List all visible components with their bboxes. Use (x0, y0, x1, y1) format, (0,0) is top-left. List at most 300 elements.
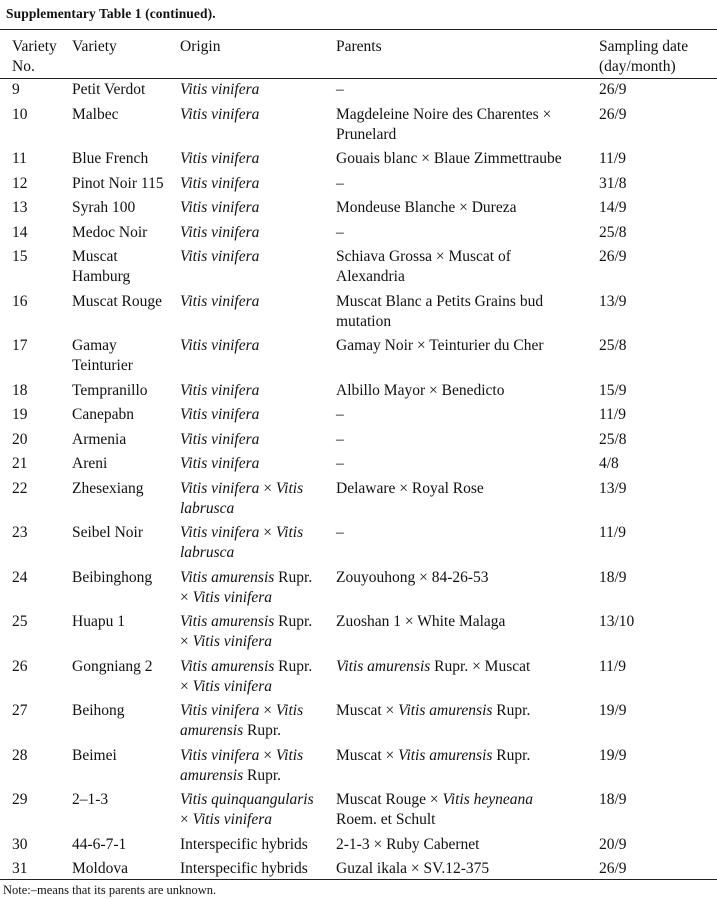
variety-no-cell: 24 (12, 568, 28, 586)
variety-cell (72, 523, 143, 543)
species-name-text: Vitis vinifera (180, 455, 260, 472)
parents-cell (336, 223, 344, 243)
variety-cell (72, 790, 108, 810)
parents-cell-line (336, 479, 484, 499)
plain-text: Schiava Grossa × Muscat of (336, 248, 511, 265)
parents-cell-line (336, 523, 344, 543)
header-rule (0, 78, 717, 79)
species-name-text: Vitis vinifera (180, 199, 260, 216)
header-variety-no-line1: Variety (12, 38, 57, 55)
species-name-text: Vitis vinifera (180, 479, 260, 497)
sampling-date-cell: 25/8 (599, 223, 627, 241)
parents-cell (336, 80, 344, 100)
origin-cell-line (180, 568, 312, 588)
plain-text: Rupr. (274, 657, 313, 675)
table-row (0, 746, 717, 791)
origin-cell (180, 223, 259, 243)
variety-cell (72, 835, 126, 855)
table-row (0, 223, 717, 248)
table-row (0, 381, 717, 406)
plain-text: Rupr. (243, 766, 282, 784)
variety-no-cell: 17 (12, 337, 28, 354)
parents-cell-line (336, 312, 543, 332)
header-variety-no-line2: No. (12, 58, 35, 75)
plain-text: – (336, 174, 344, 192)
origin-cell (180, 430, 259, 450)
species-name-text: Vitis vinifera (192, 588, 272, 606)
species-name-text: amurensis (180, 766, 244, 784)
variety-cell (72, 80, 145, 100)
origin-cell-line (180, 430, 259, 450)
variety-cell (72, 701, 125, 721)
species-name-text: Vitis (275, 746, 304, 764)
origin-cell-line (180, 223, 259, 243)
variety-no-cell: 22 (12, 479, 28, 497)
origin-cell (180, 859, 308, 879)
table-row (0, 568, 717, 613)
parents-cell (336, 701, 530, 721)
plain-text: Zuoshan 1 × White Malaga (336, 613, 506, 630)
variety-line: 2–1-3 (72, 791, 109, 808)
origin-cell (180, 381, 259, 401)
parents-cell-line (336, 568, 489, 588)
origin-cell-line (180, 149, 259, 169)
variety-no-cell: 9 (12, 81, 20, 98)
variety-cell (72, 336, 133, 376)
species-name-text: Vitis amurensis (398, 746, 493, 764)
species-name-text: Vitis vinifera (192, 633, 272, 650)
species-name-text: Vitis amurensis (180, 613, 275, 630)
plain-text: Muscat Rouge × (336, 791, 443, 808)
variety-cell (72, 223, 147, 243)
variety-no-cell: 10 (12, 105, 28, 123)
sampling-date-cell: 13/9 (599, 292, 627, 310)
origin-cell (180, 746, 303, 786)
parents-cell-line (336, 381, 504, 401)
sampling-date-cell: 26/9 (599, 105, 627, 123)
table-caption: Supplementary Table 1 (continued). (6, 6, 216, 21)
table-row (0, 405, 717, 430)
variety-no-cell: 29 (12, 791, 28, 808)
origin-cell-line (180, 790, 314, 810)
sampling-date-cell: 15/9 (599, 381, 627, 399)
variety-line: Beihong (72, 702, 125, 719)
variety-no-cell: 13 (12, 199, 28, 216)
variety-line: Petit Verdot (72, 81, 146, 98)
origin-cell (180, 568, 312, 608)
variety-cell (72, 479, 143, 499)
variety-line: Moldova (72, 860, 128, 877)
variety-line: Armenia (72, 430, 127, 448)
variety-line: Huapu 1 (72, 613, 125, 630)
species-name-text: Vitis vinifera (180, 524, 260, 541)
plain-text: × (180, 677, 193, 695)
plain-text: Magdeleine Noire des Charentes × (336, 105, 552, 123)
variety-cell (72, 149, 148, 169)
table-row (0, 523, 717, 568)
variety-line: Gongniang 2 (72, 657, 153, 675)
plain-text: × (180, 588, 193, 606)
plain-text: – (336, 223, 344, 241)
header-sampling-date-line2: (day/month) (599, 58, 676, 75)
parents-cell (336, 405, 344, 425)
variety-cell (72, 859, 128, 879)
variety-no-cell: 14 (12, 223, 28, 241)
origin-cell-line (180, 746, 303, 766)
variety-cell (72, 454, 107, 474)
top-rule (0, 29, 717, 30)
species-name-text: Vitis vinifera (180, 174, 260, 192)
species-name-text: Vitis vinifera (180, 81, 260, 98)
origin-cell-line (180, 766, 303, 786)
sampling-date-cell: 26/9 (599, 248, 627, 265)
table-row (0, 835, 717, 860)
origin-cell-line (180, 588, 312, 608)
header-variety: Variety (72, 38, 117, 55)
parents-cell (336, 430, 344, 450)
sampling-date-cell: 19/9 (599, 702, 627, 719)
species-name-text: Vitis amurensis (180, 657, 275, 675)
species-name-text: Vitis vinifera (180, 406, 260, 423)
bottom-rule (0, 879, 717, 880)
table-row (0, 292, 717, 337)
variety-cell (72, 657, 153, 677)
variety-no-cell: 20 (12, 430, 28, 448)
parents-cell-line (336, 247, 511, 267)
parents-cell (336, 149, 562, 169)
parents-cell-line (336, 612, 505, 632)
sampling-date-cell: 26/9 (599, 81, 627, 98)
origin-cell-line (180, 198, 259, 218)
plain-text: – (336, 524, 344, 541)
origin-cell-line (180, 80, 259, 100)
parents-cell-line (336, 149, 562, 169)
variety-cell (72, 198, 135, 218)
variety-no-cell: 26 (12, 657, 28, 675)
variety-cell (72, 381, 148, 401)
origin-cell-line (180, 859, 308, 879)
variety-no-cell: 21 (12, 455, 28, 472)
header-sampling-date (599, 37, 688, 77)
parents-cell-line (336, 454, 344, 474)
plain-text: × (259, 524, 276, 541)
parents-cell (336, 612, 505, 632)
variety-cell (72, 247, 130, 287)
plain-text: × (259, 746, 276, 764)
origin-cell-line (180, 292, 259, 312)
variety-no-cell: 16 (12, 292, 28, 310)
variety-line: Beimei (72, 746, 117, 764)
variety-no-cell: 30 (12, 835, 28, 853)
plain-text: 2-1-3 × Ruby Cabernet (336, 835, 480, 853)
species-name-text: Vitis vinifera (180, 702, 260, 719)
plain-text: Interspecific hybrids (180, 835, 308, 853)
variety-cell (72, 292, 162, 312)
variety-line: Muscat Rouge (72, 292, 162, 310)
table-row (0, 479, 717, 524)
header-parents: Parents (336, 38, 382, 55)
sampling-date-cell: 11/9 (599, 406, 626, 423)
origin-cell-line (180, 381, 259, 401)
variety-line: Seibel Noir (72, 524, 144, 541)
parents-cell (336, 746, 530, 766)
origin-cell-line (180, 657, 312, 677)
origin-cell (180, 198, 259, 218)
species-name-text: Vitis vinifera (180, 292, 260, 310)
species-name-text: Vitis (275, 479, 304, 497)
parents-cell (336, 381, 504, 401)
sampling-date-cell: 25/8 (599, 337, 627, 354)
variety-cell (72, 174, 164, 194)
variety-cell (72, 612, 125, 632)
variety-line: Blue French (72, 150, 149, 167)
variety-line: Muscat (72, 248, 118, 265)
parents-cell-line (336, 657, 530, 677)
table-row (0, 612, 717, 657)
origin-cell (180, 292, 259, 312)
plain-text: Delaware × Royal Rose (336, 479, 484, 497)
parents-cell-line (336, 701, 530, 721)
plain-text: Roem. et Schult (336, 811, 436, 828)
variety-no-cell: 15 (12, 248, 28, 265)
species-name-text: Vitis amurensis (398, 702, 493, 719)
sampling-date-cell: 14/9 (599, 199, 627, 216)
species-name-text: Vitis amurensis (336, 657, 431, 675)
origin-cell (180, 336, 259, 356)
parents-cell-line (336, 810, 533, 830)
species-name-text: amurensis (180, 722, 244, 739)
parents-cell (336, 657, 530, 677)
variety-line: 44-6-7-1 (72, 835, 127, 853)
parents-cell-line (336, 267, 511, 287)
table-row (0, 657, 717, 702)
parents-cell (336, 835, 479, 855)
plain-text: Interspecific hybrids (180, 860, 308, 877)
table-row (0, 149, 717, 174)
species-name-text: Vitis vinifera (192, 811, 272, 828)
origin-cell (180, 247, 259, 267)
plain-text: – (336, 430, 344, 448)
origin-cell (180, 105, 259, 125)
parents-cell-line (336, 125, 551, 145)
parents-cell-line (336, 790, 533, 810)
origin-cell (180, 790, 314, 830)
plain-text: Albillo Mayor × Benedicto (336, 381, 505, 399)
plain-text: × (180, 811, 193, 828)
variety-no-cell: 31 (12, 860, 28, 877)
species-name-text: Vitis vinifera (180, 105, 260, 123)
species-name-text: Vitis (275, 524, 304, 541)
sampling-date-cell: 25/8 (599, 430, 627, 448)
sampling-date-cell: 19/9 (599, 746, 627, 764)
plain-text: Muscat Blanc a Petits Grains bud (336, 292, 544, 310)
species-name-text: Vitis heyneana (442, 791, 534, 808)
origin-cell-line (180, 543, 303, 563)
plain-text: Muscat × (336, 746, 399, 764)
species-name-text: Vitis vinifera (180, 337, 260, 354)
origin-cell-line (180, 523, 303, 543)
variety-no-cell: 18 (12, 381, 28, 399)
header-variety-no (12, 37, 57, 77)
parents-cell-line (336, 746, 530, 766)
species-name-text: Vitis vinifera (192, 677, 272, 695)
parents-cell-line (336, 223, 344, 243)
species-name-text: Vitis vinifera (180, 746, 260, 764)
header-origin: Origin (180, 38, 221, 55)
variety-cell (72, 405, 134, 425)
species-name-text: Vitis vinifera (180, 381, 260, 399)
species-name-text: Vitis vinifera (180, 223, 260, 241)
species-name-text: Vitis amurensis (180, 568, 275, 586)
parents-cell (336, 859, 489, 879)
origin-cell-line (180, 174, 259, 194)
species-name-text: labrusca (180, 499, 235, 517)
table-body (0, 80, 717, 884)
parents-cell-line (336, 859, 489, 879)
sampling-date-cell: 18/9 (599, 791, 627, 808)
variety-line: Malbec (72, 105, 119, 123)
table-row (0, 174, 717, 199)
variety-no-cell: 19 (12, 406, 28, 423)
variety-line: Areni (72, 455, 108, 472)
plain-text: – (336, 406, 344, 423)
plain-text: Rupr. (243, 722, 282, 739)
table-row (0, 247, 717, 292)
variety-no-cell: 11 (12, 150, 27, 167)
origin-cell (180, 149, 259, 169)
origin-cell (180, 835, 308, 855)
parents-cell (336, 247, 511, 287)
plain-text: Prunelard (336, 125, 397, 143)
plain-text: × (180, 633, 193, 650)
origin-cell-line (180, 612, 312, 632)
variety-line: Zhesexiang (72, 479, 144, 497)
variety-line: Medoc Noir (72, 223, 148, 241)
parents-cell (336, 790, 533, 830)
parents-cell-line (336, 174, 344, 194)
parents-cell (336, 292, 543, 332)
origin-cell-line (180, 247, 259, 267)
parents-cell (336, 454, 344, 474)
plain-text: Zouyouhong × 84-26-53 (336, 568, 489, 586)
origin-cell (180, 479, 303, 519)
plain-text: Rupr. (492, 746, 531, 764)
table-row (0, 790, 717, 835)
origin-cell-line (180, 479, 303, 499)
plain-text: × (259, 702, 276, 719)
parents-cell (336, 174, 344, 194)
variety-line: Teinturier (72, 357, 133, 374)
parents-cell-line (336, 105, 551, 125)
table-note: Note:–means that its parents are unknown. (3, 883, 217, 897)
parents-cell (336, 523, 344, 543)
table-row (0, 198, 717, 223)
sampling-date-cell: 13/10 (599, 613, 635, 630)
species-name-text: Vitis vinifera (180, 430, 260, 448)
variety-cell (72, 568, 152, 588)
origin-cell-line (180, 499, 303, 519)
parents-cell (336, 568, 489, 588)
parents-cell (336, 336, 544, 356)
variety-no-cell: 28 (12, 746, 28, 764)
origin-cell (180, 454, 259, 474)
parents-cell-line (336, 430, 344, 450)
plain-text: Mondeuse Blanche × Dureza (336, 199, 517, 216)
origin-cell-line (180, 336, 259, 356)
plain-text: Rupr. × Muscat (430, 657, 531, 675)
variety-line: Beibinghong (72, 568, 153, 586)
sampling-date-cell: 20/9 (599, 835, 627, 853)
origin-cell-line (180, 810, 314, 830)
origin-cell-line (180, 677, 312, 697)
variety-no-cell: 27 (12, 702, 28, 719)
origin-cell-line (180, 454, 259, 474)
origin-cell-line (180, 701, 303, 721)
variety-no-cell: 12 (12, 174, 28, 192)
species-name-text: Vitis vinifera (180, 150, 260, 167)
plain-text: × (259, 479, 276, 497)
sampling-date-cell: 18/9 (599, 568, 627, 586)
variety-line: Syrah 100 (72, 199, 136, 216)
species-name-text: Vitis (275, 702, 304, 719)
table-header (0, 37, 717, 77)
origin-cell-line (180, 105, 259, 125)
variety-line: Hamburg (72, 268, 131, 285)
plain-text: Rupr. (492, 702, 531, 719)
origin-cell-line (180, 632, 312, 652)
origin-cell (180, 701, 303, 741)
parents-cell-line (336, 292, 543, 312)
parents-cell-line (336, 336, 544, 356)
plain-text: – (336, 81, 344, 98)
variety-line: Canepabn (72, 406, 134, 423)
origin-cell (180, 523, 303, 563)
plain-text: Rupr. (274, 568, 313, 586)
variety-line: Tempranillo (72, 381, 148, 399)
plain-text: Gouais blanc × Blaue Zimmettraube (336, 150, 562, 167)
table-row (0, 454, 717, 479)
sampling-date-cell: 11/9 (599, 657, 626, 675)
variety-cell (72, 430, 126, 450)
variety-cell (72, 746, 117, 766)
origin-cell (180, 174, 259, 194)
plain-text: mutation (336, 312, 392, 330)
plain-text: Gamay Noir × Teinturier du Cher (336, 337, 544, 354)
origin-cell (180, 612, 312, 652)
origin-cell (180, 80, 259, 100)
variety-line: Gamay (72, 337, 117, 354)
sampling-date-cell: 26/9 (599, 860, 627, 877)
variety-no-cell: 25 (12, 613, 28, 630)
table-row (0, 701, 717, 746)
sampling-date-cell: 4/8 (599, 455, 619, 472)
species-name-text: Vitis vinifera (180, 248, 260, 265)
plain-text: – (336, 455, 344, 472)
plain-text: Rupr. (274, 613, 313, 630)
origin-cell (180, 657, 312, 697)
sampling-date-cell: 11/9 (599, 524, 626, 541)
species-name-text: Vitis quinquangularis (180, 791, 314, 808)
header-sampling-date-line1: Sampling date (599, 38, 689, 55)
table-row (0, 80, 717, 105)
parents-cell-line (336, 80, 344, 100)
parents-cell (336, 198, 516, 218)
parents-cell-line (336, 198, 516, 218)
plain-text: Alexandria (336, 268, 405, 285)
parents-cell-line (336, 405, 344, 425)
sampling-date-cell: 13/9 (599, 479, 627, 497)
origin-cell-line (180, 405, 259, 425)
